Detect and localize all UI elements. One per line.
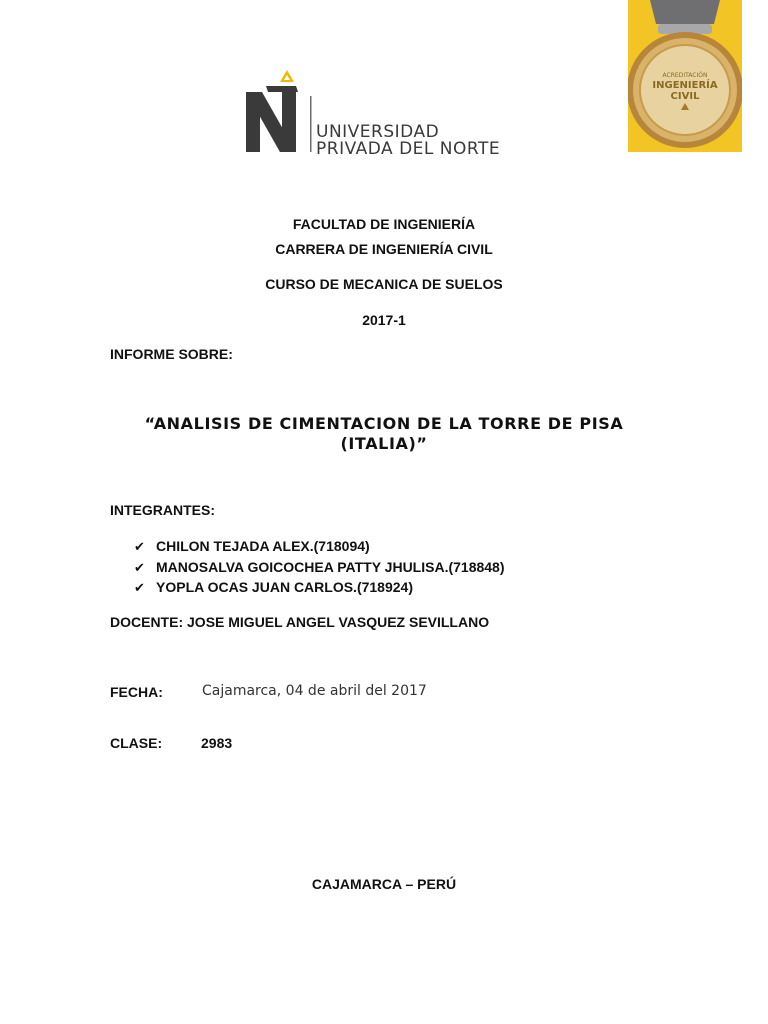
medal-small-text: ACREDITACIÓN — [662, 72, 708, 79]
logo-wordmark — [316, 124, 500, 154]
university-logo — [244, 68, 544, 154]
teacher-line — [110, 614, 489, 630]
list-item — [134, 578, 505, 599]
members-list — [134, 537, 505, 599]
logo-line-1: UNIVERSIDAD — [316, 122, 440, 142]
checkmark-icon: ✔ — [134, 540, 145, 555]
class-label: CLASE: — [110, 735, 163, 751]
class-value: 2983 — [201, 735, 233, 751]
checkmark-icon: ✔ — [134, 581, 145, 596]
report-title: “ANALISIS DE CIMENTACION DE LA TORRE DE PISA (ITALIA)” — [144, 414, 624, 453]
accreditation-medal — [628, 0, 742, 152]
members-label: INTEGRANTES: — [110, 502, 215, 518]
footer-place: CAJAMARCA – PERÚ — [311, 876, 457, 892]
list-item — [134, 537, 505, 558]
course-heading: CURSO DE MECANICA DE SUELOS — [265, 276, 503, 292]
date-value: Cajamarca, 04 de abril del 2017 — [202, 683, 427, 699]
member-name: CHILON TEJADA ALEX.(718094) — [156, 538, 370, 554]
logo-line-2: PRIVADA DEL NORTE — [316, 139, 501, 154]
career-heading: CARRERA DE INGENIERÍA CIVIL — [275, 241, 493, 257]
medal-title-1: INGENIERÍA — [652, 80, 718, 91]
list-item — [134, 558, 505, 579]
period-heading: 2017-1 — [362, 312, 406, 328]
date-label: FECHA: — [110, 684, 163, 700]
faculty-heading: FACULTAD DE INGENIERÍA — [292, 216, 476, 232]
member-name: MANOSALVA GOICOCHEA PATTY JHULISA.(718848) — [156, 558, 505, 575]
member-name: YOPLA OCAS JUAN CARLOS.(718924) — [156, 579, 413, 595]
medal-title-2: CIVIL — [670, 91, 700, 102]
report-label: INFORME SOBRE: — [110, 346, 233, 362]
teacher-label: DOCENTE: — [110, 614, 184, 630]
checkmark-icon: ✔ — [134, 560, 145, 576]
teacher-name: JOSE MIGUEL ANGEL VASQUEZ SEVILLANO — [187, 614, 490, 630]
